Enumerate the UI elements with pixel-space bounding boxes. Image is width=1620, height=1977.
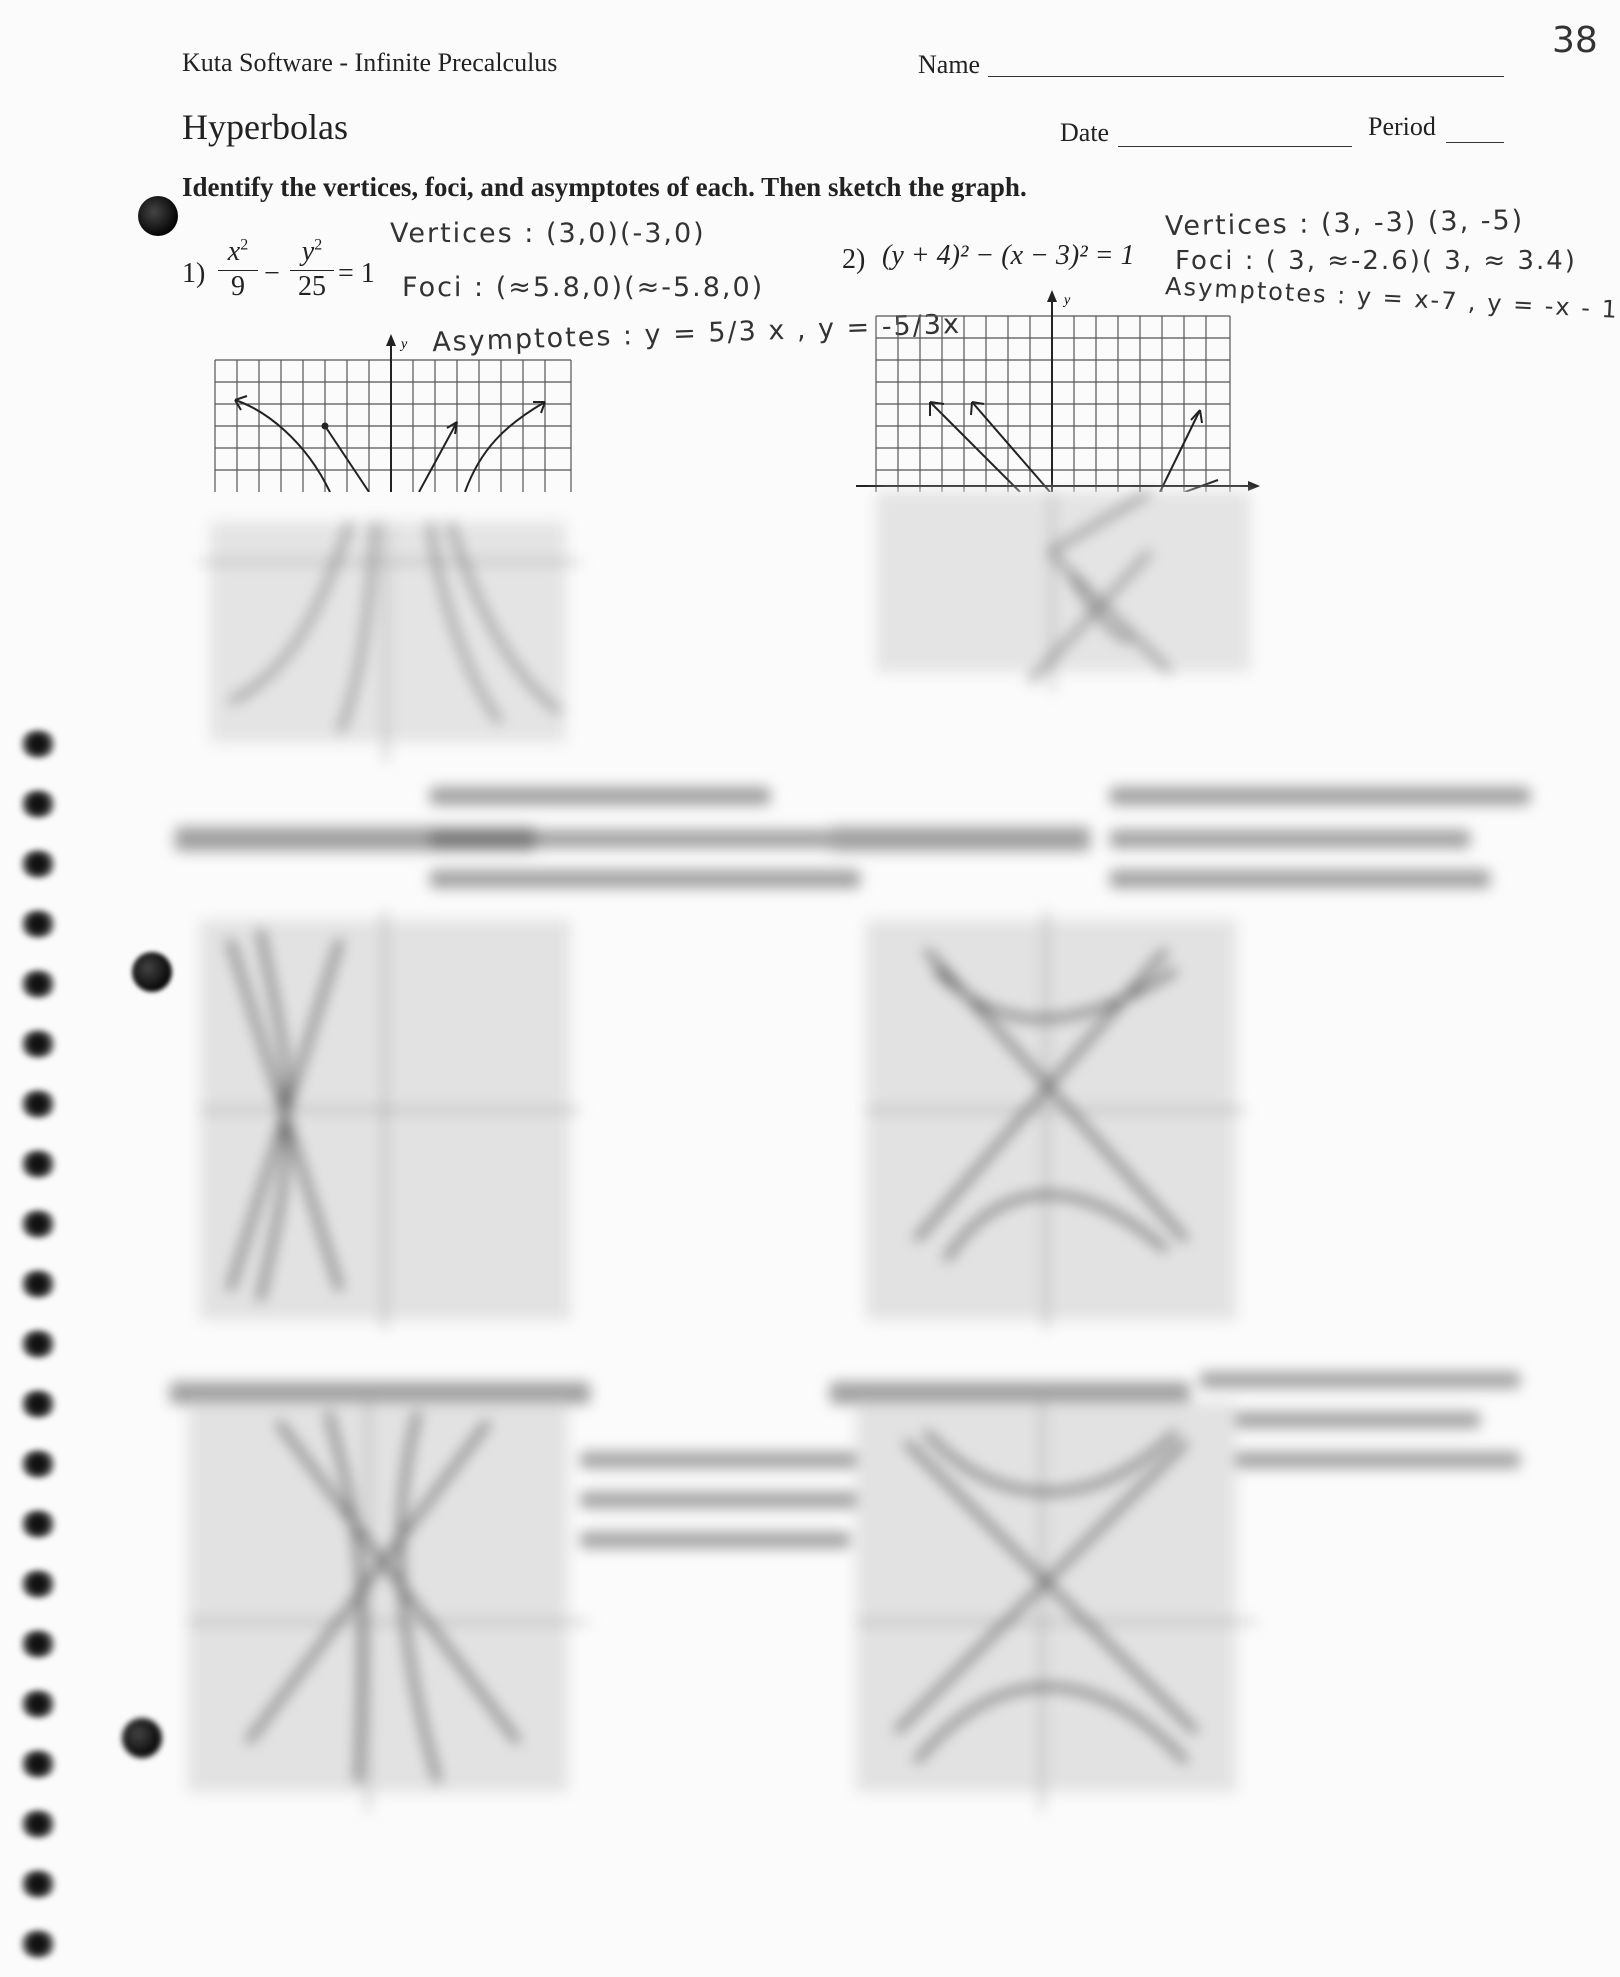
- problem-2-number: 2): [842, 244, 866, 275]
- p2-y-axis-label: y: [1064, 293, 1071, 308]
- spiral-binding-ring: [18, 1510, 58, 1538]
- blurred-problem-5-answers-2: [580, 1492, 870, 1508]
- p1-foci-answer: Foci : (≈5.8,0)(≈-5.8,0): [402, 272, 765, 303]
- blurred-problem-3-asymptotes: [430, 870, 860, 888]
- spiral-binding-ring: [18, 1210, 58, 1238]
- problem-1-number: 1): [182, 258, 206, 289]
- spiral-binding-ring: [18, 1810, 58, 1838]
- instructions: Identify the vertices, foci, and asymptotes of each. Then sketch the graph.: [182, 172, 1027, 202]
- blurred-graph-4: [866, 910, 1246, 1330]
- spiral-binding-ring: [18, 970, 58, 998]
- p2-foci-answer: Foci : ( 3, ≈-2.6)( 3, ≈ 3.4): [1175, 246, 1577, 276]
- spiral-binding-ring: [18, 1690, 58, 1718]
- spiral-binding-ring: [18, 850, 58, 878]
- p2-vertices-answer: Vertices : (3, -3) (3, -5): [1164, 204, 1525, 243]
- blurred-problem-5-equation: [170, 1382, 590, 1404]
- p1-denominator-right: 25: [290, 270, 334, 303]
- spiral-binding-ring: [18, 1930, 58, 1958]
- spiral-binding-ring: [18, 1450, 58, 1478]
- blurred-problem-4-equation: [830, 827, 1090, 851]
- blurred-problem-3-foci: [430, 830, 830, 848]
- spiral-binding-ring: [18, 910, 58, 938]
- spiral-binding-ring: [18, 1270, 58, 1298]
- blurred-problem-4-foci: [1110, 830, 1470, 848]
- p1-numerator-right: y: [301, 236, 315, 267]
- p1-vertices-answer: Vertices : (3,0)(-3,0): [390, 218, 706, 249]
- name-label: Name: [918, 50, 981, 79]
- spiral-binding-ring: [18, 1870, 58, 1898]
- blurred-problem-6-answers: [1200, 1372, 1520, 1388]
- p1-numerator-left: x: [227, 236, 241, 267]
- blurred-problem-6-equation: [830, 1382, 1190, 1404]
- punch-hole: [138, 196, 178, 236]
- p1-operator: −: [264, 258, 280, 289]
- p2-x-axis-arrow: [1248, 481, 1260, 491]
- blurred-problem-5-answers: [580, 1452, 870, 1468]
- p1-y-axis-label: y: [401, 337, 408, 352]
- blurred-graph-5: [188, 1402, 588, 1812]
- blurred-graph-6: [856, 1402, 1256, 1812]
- date-label: Date: [1060, 118, 1110, 147]
- p2-asymptotes-answer: Asymptotes : y = x-7 , y = -x - 1: [1164, 272, 1620, 324]
- spiral-binding-ring: [18, 1570, 58, 1598]
- spiral-binding-ring: [18, 1090, 58, 1118]
- p1-graph: [205, 330, 585, 492]
- period-blank-line[interactable]: [1446, 142, 1504, 143]
- name-blank-line[interactable]: [988, 76, 1504, 77]
- period-label: Period: [1368, 112, 1436, 141]
- blurred-lower-page: [0, 492, 1620, 1977]
- spiral-binding-ring: [18, 1750, 58, 1778]
- punch-hole: [122, 1718, 162, 1758]
- spiral-binding-ring: [18, 730, 58, 758]
- page-number: 38: [1552, 20, 1598, 61]
- blurred-graph-3: [200, 910, 580, 1330]
- spiral-binding-ring: [18, 1390, 58, 1418]
- spiral-binding-ring: [18, 1150, 58, 1178]
- spiral-binding-ring: [18, 1330, 58, 1358]
- blurred-problem-4-vertices: [1110, 787, 1530, 805]
- p1-y-axis-arrow: [386, 334, 396, 346]
- p1-asymptotes-answer: Asymptotes : y = 5/3 x , y = -5/3x: [431, 308, 962, 359]
- punch-hole: [132, 952, 172, 992]
- date-blank-line[interactable]: [1118, 146, 1352, 147]
- blurred-problem-5-answers-3: [580, 1532, 850, 1548]
- blurred-problem-4-asymptotes: [1110, 870, 1490, 888]
- p1-rhs: = 1: [338, 258, 375, 289]
- worksheet-title: Hyperbolas: [182, 107, 348, 147]
- spiral-binding-ring: [18, 1030, 58, 1058]
- spiral-binding-ring: [18, 790, 58, 818]
- blurred-problem-3-vertices: [430, 787, 770, 805]
- blurred-graph-1-bottom: [200, 522, 580, 762]
- blurred-graph-2-bottom: [870, 492, 1270, 692]
- p1-denominator-left: 9: [218, 270, 258, 303]
- problem-1-fraction-right: $y^2$ 25: [290, 236, 334, 303]
- p1-grid: [215, 360, 571, 492]
- problem-2-equation: (y + 4)² − (x − 3)² = 1: [882, 240, 1135, 271]
- p2-y-axis-arrow: [1047, 290, 1057, 302]
- problem-1-fraction-left: $x^2$ 9: [218, 236, 258, 303]
- p2-graph: [850, 290, 1270, 492]
- spiral-binding-ring: [18, 1630, 58, 1658]
- publisher-label: Kuta Software - Infinite Precalculus: [182, 48, 558, 77]
